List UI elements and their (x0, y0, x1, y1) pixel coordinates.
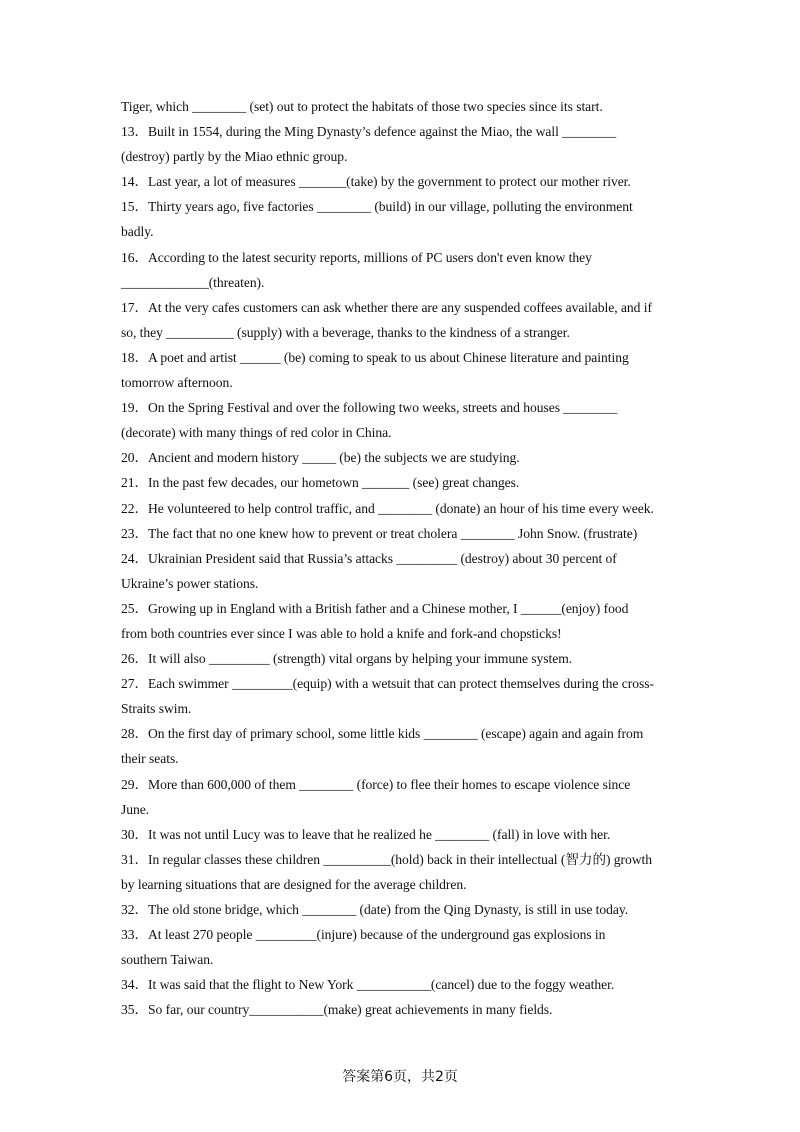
question-27: 27．Each swimmer _________(equip) with a wetsuit that can protect themselves during the cross- (121, 676, 654, 692)
question-32: 32．The old stone bridge, which ________ (date) from the Qing Dynasty, is still in use today. (121, 902, 629, 917)
text-line: southern Taiwan. (121, 952, 214, 968)
text-line: their seats. (121, 751, 179, 767)
text-line: badly. (121, 224, 154, 240)
question-14: 14．Last year, a lot of measures _______(take) by the government to protect our mother river. (121, 174, 631, 190)
question-26: 26．It will also _________ (strength) vital organs by helping your immune system. (121, 651, 573, 667)
question-30: 30．It was not until Lucy was to leave that he realized he ________ (fall) in love with her. (121, 826, 611, 842)
page-footer: 答案第6页，共2页 (342, 1069, 458, 1085)
question-17: 17．At the very cafes customers can ask whether there are any suspended coffees available, and if (121, 299, 652, 315)
text-line: by learning situations that are designed for the average children. (121, 876, 467, 892)
question-19: 19．On the Spring Festival and over the following two weeks, streets and houses ________ (121, 400, 618, 416)
question-18: 18．A poet and artist ______ (be) coming to speak to us about Chinese literature and painting (121, 349, 629, 365)
question-31: 31．In regular classes these children __________(hold) back in their intellectual (智力的) growth (121, 851, 653, 867)
question-16: 16．According to the latest security reports, millions of PC users don't even know they (121, 249, 592, 265)
question-28: 28．On the first day of primary school, some little kids ________ (escape) again and again from (121, 726, 644, 742)
question-25: 25．Growing up in England with a British father and a Chinese mother, I ______(enjoy) food (121, 600, 629, 616)
question-13: 13．Built in 1554, during the Ming Dynasty’s defence against the Miao, the wall ________ (121, 124, 617, 140)
question-22: 22．He volunteered to help control traffic, and ________ (donate) an hour of his time every week. (121, 500, 654, 516)
text-line: (destroy) partly by the Miao ethnic group. (121, 149, 348, 165)
question-35: 35．So far, our country___________(make) great achievements in many fields. (121, 1002, 553, 1018)
text-line: Tiger, which ________ (set) out to protect the habitats of those two species since its start. (121, 99, 603, 114)
question-23: 23．The fact that no one knew how to prevent or treat cholera ________ John Snow. (frustrate) (121, 525, 638, 541)
document-body (121, 94, 691, 1022)
text-line: from both countries ever since I was able to hold a knife and fork-and chopsticks! (121, 625, 562, 641)
question-34: 34．It was said that the flight to New York ___________(cancel) due to the foggy weather. (121, 977, 615, 993)
question-29: 29．More than 600,000 of them ________ (force) to flee their homes to escape violence since (121, 776, 631, 792)
text-line: tomorrow afternoon. (121, 375, 233, 391)
question-33: 33．At least 270 people _________(injure) because of the underground gas explosions in (121, 927, 606, 943)
question-15: 15．Thirty years ago, five factories ________ (build) in our village, polluting the environment (121, 199, 633, 215)
question-20: 20．Ancient and modern history _____ (be) the subjects we are studying. (121, 450, 520, 466)
text-line: June. (121, 801, 150, 817)
question-24: 24．Ukrainian President said that Russia’s attacks _________ (destroy) about 30 percent of (121, 550, 617, 566)
question-21: 21．In the past few decades, our hometown _______ (see) great changes. (121, 475, 520, 491)
text-line: _____________(threaten). (121, 274, 265, 290)
text-line: (decorate) with many things of red color in China. (121, 425, 392, 441)
text-line: Ukraine’s power stations. (121, 575, 259, 591)
text-line: so, they __________ (supply) with a beverage, thanks to the kindness of a stranger. (121, 324, 570, 340)
text-line: Straits swim. (121, 701, 192, 717)
